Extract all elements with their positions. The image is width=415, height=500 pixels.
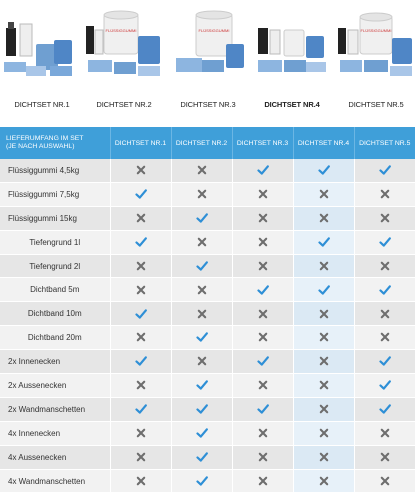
table-header-row [0,127,415,159]
cell-dichtset-1 [110,397,171,421]
cell-dichtset-3 [232,230,293,254]
cell-dichtset-1 [110,230,171,254]
row-label: Tiefengrund 2l [0,254,110,278]
cross-icon [257,451,269,463]
cross-icon [379,260,391,272]
header-dichtset-3: DICHTSET NR.3 [232,127,293,159]
cross-icon [318,331,330,343]
row-label: Dichtband 20m [0,326,110,350]
cross-icon [257,236,269,248]
cell-dichtset-4 [293,182,354,206]
cell-dichtset-4 [293,278,354,302]
cell-dichtset-4 [293,374,354,398]
check-icon [257,403,269,415]
check-icon [196,475,208,487]
cross-icon [196,284,208,296]
cross-icon [196,188,208,200]
cross-icon [257,188,269,200]
cross-icon [196,164,208,176]
product-dichtset-3[interactable] [168,0,248,123]
cell-dichtset-1 [110,302,171,326]
check-icon [135,236,147,248]
product-1-image [2,0,82,100]
cross-icon [196,236,208,248]
comparison-table [0,127,415,493]
cell-dichtset-5 [354,374,415,398]
check-icon [196,331,208,343]
check-icon [318,284,330,296]
table-row [0,254,415,278]
product-3-image [168,0,248,100]
table-row [0,469,415,493]
cell-dichtset-3 [232,397,293,421]
cell-dichtset-3 [232,326,293,350]
table-row [0,278,415,302]
svg-text:FLÜSSIGGUMMI: FLÜSSIGGUMMI [198,28,230,33]
cross-icon [318,451,330,463]
cell-dichtset-1 [110,326,171,350]
table-row [0,230,415,254]
cell-dichtset-1 [110,182,171,206]
row-label: 4x Innenecken [0,421,110,445]
cell-dichtset-2 [171,421,232,445]
cross-icon [135,260,147,272]
cell-dichtset-2 [171,374,232,398]
cross-icon [257,427,269,439]
check-icon [135,403,147,415]
cell-dichtset-2 [171,230,232,254]
product-2-label: DICHTSET NR.2 [96,100,152,109]
check-icon [257,284,269,296]
cell-dichtset-3 [232,206,293,230]
cell-dichtset-2 [171,159,232,182]
row-label: Dichtband 10m [0,302,110,326]
table-row [0,302,415,326]
cell-dichtset-5 [354,182,415,206]
cell-dichtset-1 [110,206,171,230]
check-icon [379,379,391,391]
row-label: Flüssiggummi 7,5kg [0,182,110,206]
cell-dichtset-1 [110,421,171,445]
cell-dichtset-3 [232,182,293,206]
header-scope [0,127,110,159]
cell-dichtset-5 [354,278,415,302]
cross-icon [318,188,330,200]
cell-dichtset-1 [110,469,171,493]
header-scope-line1: LIEFERUMFANG IM SET [6,134,84,142]
cell-dichtset-2 [171,278,232,302]
row-label: Flüssiggummi 4,5kg [0,159,110,182]
cell-dichtset-1 [110,159,171,182]
cell-dichtset-5 [354,469,415,493]
check-icon [318,236,330,248]
cell-dichtset-2 [171,469,232,493]
cross-icon [196,308,208,320]
cell-dichtset-2 [171,182,232,206]
cell-dichtset-4 [293,254,354,278]
cross-icon [318,427,330,439]
header-dichtset-5: DICHTSET NR.5 [354,127,415,159]
cell-dichtset-3 [232,350,293,374]
check-icon [379,355,391,367]
cross-icon [379,308,391,320]
cell-dichtset-1 [110,445,171,469]
cell-dichtset-5 [354,159,415,182]
cell-dichtset-5 [354,421,415,445]
table-row [0,445,415,469]
cell-dichtset-4 [293,159,354,182]
row-label: Flüssiggummi 15kg [0,206,110,230]
check-icon [379,164,391,176]
cross-icon [257,260,269,272]
cross-icon [379,451,391,463]
table-row [0,206,415,230]
check-icon [135,308,147,320]
check-icon [379,284,391,296]
cell-dichtset-4 [293,350,354,374]
cell-dichtset-2 [171,302,232,326]
cross-icon [318,379,330,391]
cross-icon [135,427,147,439]
check-icon [379,236,391,248]
cross-icon [135,475,147,487]
cell-dichtset-5 [354,230,415,254]
cross-icon [318,355,330,367]
table-row [0,350,415,374]
cell-dichtset-1 [110,374,171,398]
cross-icon [318,475,330,487]
check-icon [135,188,147,200]
cell-dichtset-3 [232,374,293,398]
cell-dichtset-2 [171,326,232,350]
check-icon [318,164,330,176]
product-4-image [252,0,332,100]
product-dichtset-1[interactable] [2,0,82,123]
cell-dichtset-1 [110,350,171,374]
row-label: 4x Wandmanschetten [0,469,110,493]
table-row [0,182,415,206]
cell-dichtset-5 [354,206,415,230]
cell-dichtset-4 [293,326,354,350]
cell-dichtset-4 [293,230,354,254]
svg-text:FLÜSSIGGUMMI: FLÜSSIGGUMMI [360,28,392,33]
row-label: 2x Wandmanschetten [0,397,110,421]
cross-icon [135,164,147,176]
row-label: 4x Aussenecken [0,445,110,469]
header-scope-line2: (JE NACH AUSWAHL) [6,143,75,150]
cell-dichtset-3 [232,445,293,469]
product-4-label: DICHTSET NR.4 [264,100,320,109]
cross-icon [379,331,391,343]
cross-icon [318,308,330,320]
cell-dichtset-5 [354,350,415,374]
cell-dichtset-4 [293,469,354,493]
cross-icon [257,308,269,320]
cell-dichtset-1 [110,254,171,278]
cross-icon [318,212,330,224]
product-dichtset-4[interactable] [252,0,332,123]
row-label: 2x Aussenecken [0,374,110,398]
check-icon [196,379,208,391]
product-5-image [336,0,415,100]
svg-text:FLÜSSIGGUMMI: FLÜSSIGGUMMI [105,28,137,33]
cell-dichtset-5 [354,445,415,469]
cross-icon [257,475,269,487]
cell-dichtset-2 [171,254,232,278]
cross-icon [379,212,391,224]
cell-dichtset-2 [171,350,232,374]
cell-dichtset-3 [232,278,293,302]
cell-dichtset-2 [171,445,232,469]
product-2-image [84,0,164,100]
header-dichtset-1: DICHTSET NR.1 [110,127,171,159]
cell-dichtset-2 [171,397,232,421]
cross-icon [135,284,147,296]
cell-dichtset-5 [354,397,415,421]
table-row [0,159,415,182]
product-1-label: DICHTSET NR.1 [14,100,70,109]
check-icon [196,451,208,463]
cross-icon [135,451,147,463]
check-icon [196,260,208,272]
cross-icon [135,379,147,391]
table-row [0,326,415,350]
cross-icon [318,403,330,415]
cross-icon [379,188,391,200]
cell-dichtset-4 [293,421,354,445]
cross-icon [318,260,330,272]
cell-dichtset-3 [232,469,293,493]
cross-icon [257,379,269,391]
cell-dichtset-4 [293,302,354,326]
cell-dichtset-3 [232,421,293,445]
cross-icon [196,355,208,367]
cell-dichtset-3 [232,159,293,182]
cell-dichtset-3 [232,302,293,326]
cell-dichtset-5 [354,326,415,350]
table-row [0,374,415,398]
cell-dichtset-4 [293,206,354,230]
product-5-label: DICHTSET NR.5 [348,100,404,109]
cross-icon [257,331,269,343]
check-icon [196,427,208,439]
cell-dichtset-2 [171,206,232,230]
product-images-row [0,0,415,123]
header-dichtset-2: DICHTSET NR.2 [171,127,232,159]
cell-dichtset-4 [293,397,354,421]
cell-dichtset-5 [354,254,415,278]
row-label: 2x Innenecken [0,350,110,374]
row-label: Dichtband 5m [0,278,110,302]
check-icon [379,403,391,415]
check-icon [257,355,269,367]
product-3-label: DICHTSET NR.3 [180,100,236,109]
cross-icon [135,331,147,343]
table-body [0,159,415,493]
product-dichtset-2[interactable] [84,0,164,123]
table-row [0,397,415,421]
product-dichtset-5[interactable] [336,0,415,123]
header-dichtset-4: DICHTSET NR.4 [293,127,354,159]
cell-dichtset-1 [110,278,171,302]
cross-icon [379,475,391,487]
check-icon [135,355,147,367]
cross-icon [379,427,391,439]
cell-dichtset-4 [293,445,354,469]
check-icon [196,403,208,415]
table-row [0,421,415,445]
cross-icon [257,212,269,224]
check-icon [257,164,269,176]
cross-icon [135,212,147,224]
cell-dichtset-5 [354,302,415,326]
cell-dichtset-3 [232,254,293,278]
check-icon [196,212,208,224]
row-label: Tiefengrund 1l [0,230,110,254]
